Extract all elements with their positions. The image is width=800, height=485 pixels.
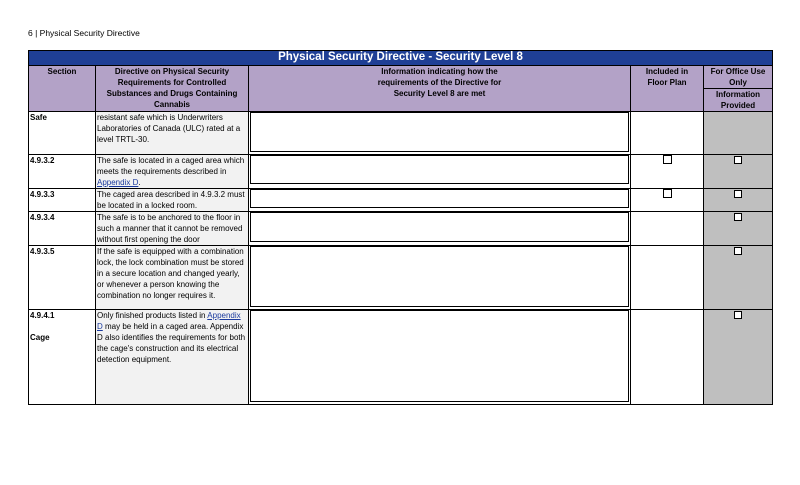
- floor-plan-cell: [631, 212, 704, 246]
- office-use-cell: [704, 212, 773, 246]
- directive-cell: [96, 310, 249, 405]
- floor-plan-checkbox[interactable]: [663, 189, 672, 198]
- table-title: Physical Security Directive - Security Level 8: [29, 51, 773, 66]
- section-subtitle: Cage: [30, 333, 50, 342]
- floor-plan-checkbox[interactable]: [663, 155, 672, 164]
- section-number: Safe: [30, 113, 47, 122]
- section-number: 4.9.3.3: [30, 190, 55, 199]
- col-header-directive: Directive on Physical Security Requirements for Controlled Substances and Drugs Containing Cannabis: [96, 66, 249, 112]
- directive-cell: [96, 246, 249, 310]
- info-provided-checkbox[interactable]: [734, 247, 742, 255]
- info-provided-checkbox[interactable]: [734, 190, 742, 198]
- directive-cell: [96, 212, 249, 246]
- col-header-section: Section: [29, 66, 96, 112]
- section-number: 4.9.4.1: [30, 311, 55, 320]
- floor-plan-cell: [631, 155, 704, 189]
- office-use-cell: [704, 189, 773, 212]
- directive-text: may be held in a caged area. Appendix D also identifies the requirements for both the cage's construction and its electrical detection equipment.: [97, 322, 246, 364]
- section-number: 4.9.3.5: [30, 247, 55, 256]
- col-header-office-use: For Office Use Only: [704, 66, 773, 89]
- floor-plan-cell: [631, 112, 704, 155]
- section-number: 4.9.3.4: [30, 213, 55, 222]
- floor-plan-cell: [631, 246, 704, 310]
- appendix-d-link[interactable]: Appendix D: [97, 311, 241, 331]
- office-use-cell: [704, 112, 773, 155]
- office-use-cell: [704, 310, 773, 405]
- floor-plan-cell: [631, 189, 704, 212]
- info-input-cell[interactable]: [249, 155, 631, 189]
- directive-text: The safe is to be anchored to the floor in such a manner that it cannot be removed without first opening the door: [97, 213, 243, 244]
- directive-table: [28, 50, 773, 405]
- appendix-d-link[interactable]: Appendix D: [97, 178, 139, 187]
- section-cell: [29, 155, 96, 189]
- section-cell: [29, 310, 96, 405]
- col-header-info-provided: Information Provided: [704, 89, 773, 112]
- table-row: [29, 212, 773, 246]
- table-row: [29, 246, 773, 310]
- table-row: [29, 189, 773, 212]
- section-cell: [29, 212, 96, 246]
- info-provided-checkbox[interactable]: [734, 156, 742, 164]
- office-use-cell: [704, 155, 773, 189]
- directive-cell: [96, 155, 249, 189]
- page-header: 6 | Physical Security Directive: [28, 28, 140, 38]
- table-row: [29, 155, 773, 189]
- table-row: [29, 112, 773, 155]
- info-input-cell[interactable]: [249, 310, 631, 405]
- section-cell: [29, 112, 96, 155]
- directive-text: Only finished products listed in: [97, 311, 208, 320]
- section-cell: [29, 189, 96, 212]
- directive-text: The caged area described in 4.9.3.2 must be located in a locked room.: [97, 190, 245, 210]
- section-cell: [29, 246, 96, 310]
- directive-text: If the safe is equipped with a combination lock, the lock combination must be stored in a secure location and changed yearly, or whenever a person knowing the combination no longer requires it.: [97, 247, 244, 300]
- directive-text: .: [138, 178, 141, 187]
- info-input-cell[interactable]: [249, 189, 631, 212]
- directive-cell: [96, 112, 249, 155]
- table-row: [29, 310, 773, 405]
- directive-text: The safe is located in a caged area which meets the requirements described in: [97, 156, 245, 176]
- section-number: 4.9.3.2: [30, 156, 55, 165]
- info-input-cell[interactable]: [249, 212, 631, 246]
- info-input-cell[interactable]: [249, 112, 631, 155]
- floor-plan-cell: [631, 310, 704, 405]
- directive-text: resistant safe which is Underwriters Laboratories of Canada (ULC) rated at a level TRTL-30.: [97, 113, 241, 144]
- info-provided-checkbox[interactable]: [734, 311, 742, 319]
- info-provided-checkbox[interactable]: [734, 213, 742, 221]
- info-input-cell[interactable]: [249, 246, 631, 310]
- col-header-floor-plan: Included in Floor Plan: [631, 66, 704, 112]
- office-use-cell: [704, 246, 773, 310]
- directive-cell: [96, 189, 249, 212]
- col-header-info: Information indicating how the requirements of the Directive for Security Level 8 are met: [249, 66, 631, 112]
